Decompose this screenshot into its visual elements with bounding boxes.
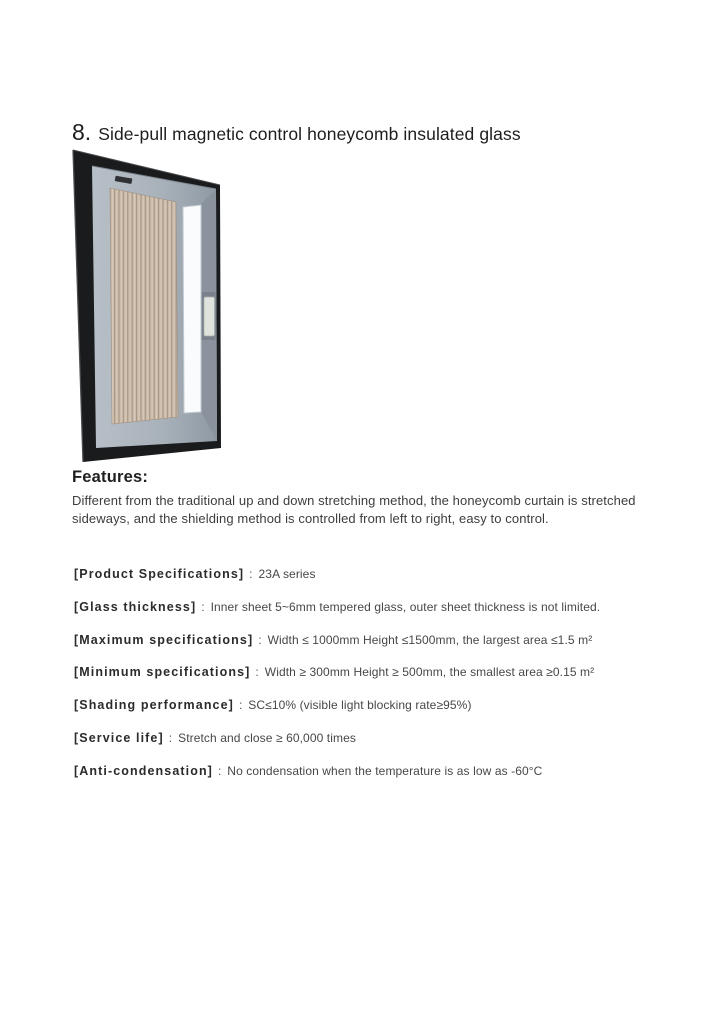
title-text: Side-pull magnetic control honeycomb insulated glass <box>98 124 521 144</box>
spec-value: Width ≤ 1000mm Height ≤1500mm, the largest area ≤1.5 m² <box>267 632 593 647</box>
spec-value: Width ≥ 300mm Height ≥ 500mm, the smallest area ≥0.15 m² <box>264 665 595 680</box>
spec-separator: : <box>249 567 253 581</box>
product-window-svg <box>70 146 235 471</box>
spec-separator: : <box>201 599 205 614</box>
product-figure <box>70 146 235 471</box>
page-title <box>72 111 521 148</box>
features-paragraph: Different from the traditional up and down stretching method, the honeycomb curtain is stretched sideways, and the shielding method is controlled from left to right, easy to control. <box>72 493 636 526</box>
spec-value: 23A series <box>258 567 316 581</box>
spec-item-glass-thickness <box>74 598 600 616</box>
honeycomb-curtain <box>110 188 178 424</box>
spec-item-maximum-specifications <box>74 631 600 649</box>
spec-separator: : <box>217 763 222 778</box>
spec-item-anti-condensation <box>74 762 600 780</box>
spec-label: [Product Specifications] <box>74 567 245 581</box>
spec-item-minimum-specifications <box>74 663 600 681</box>
spec-value: SC≤10% (visible light blocking rate≥95%) <box>248 698 472 713</box>
spec-label: [Anti-condensation] <box>74 763 213 778</box>
spec-label: [Service life] <box>74 730 164 745</box>
features-heading: Features: <box>72 468 149 486</box>
spec-separator: : <box>168 730 173 745</box>
spec-label: [Glass thickness] <box>74 599 197 614</box>
spec-value: No condensation when the temperature is as low as -60°C <box>227 763 543 778</box>
spec-item-product-specifications <box>74 565 600 583</box>
spec-separator: : <box>255 665 259 680</box>
window-handle <box>204 297 215 336</box>
spec-item-shading-performance <box>74 696 600 714</box>
spec-label: [Minimum specifications] <box>74 665 251 680</box>
glass-opening <box>183 205 201 413</box>
spec-separator: : <box>238 698 243 713</box>
spec-label: [Shading performance] <box>74 698 234 713</box>
spec-item-service-life <box>74 729 600 747</box>
spec-list <box>74 565 600 795</box>
spec-value: Stretch and close ≥ 60,000 times <box>178 730 356 745</box>
title-number: 8. <box>72 119 92 145</box>
spec-value: Inner sheet 5~6mm tempered glass, outer sheet thickness is not limited. <box>210 599 601 614</box>
spec-separator: : <box>258 632 262 647</box>
spec-label: [Maximum specifications] <box>74 632 254 647</box>
